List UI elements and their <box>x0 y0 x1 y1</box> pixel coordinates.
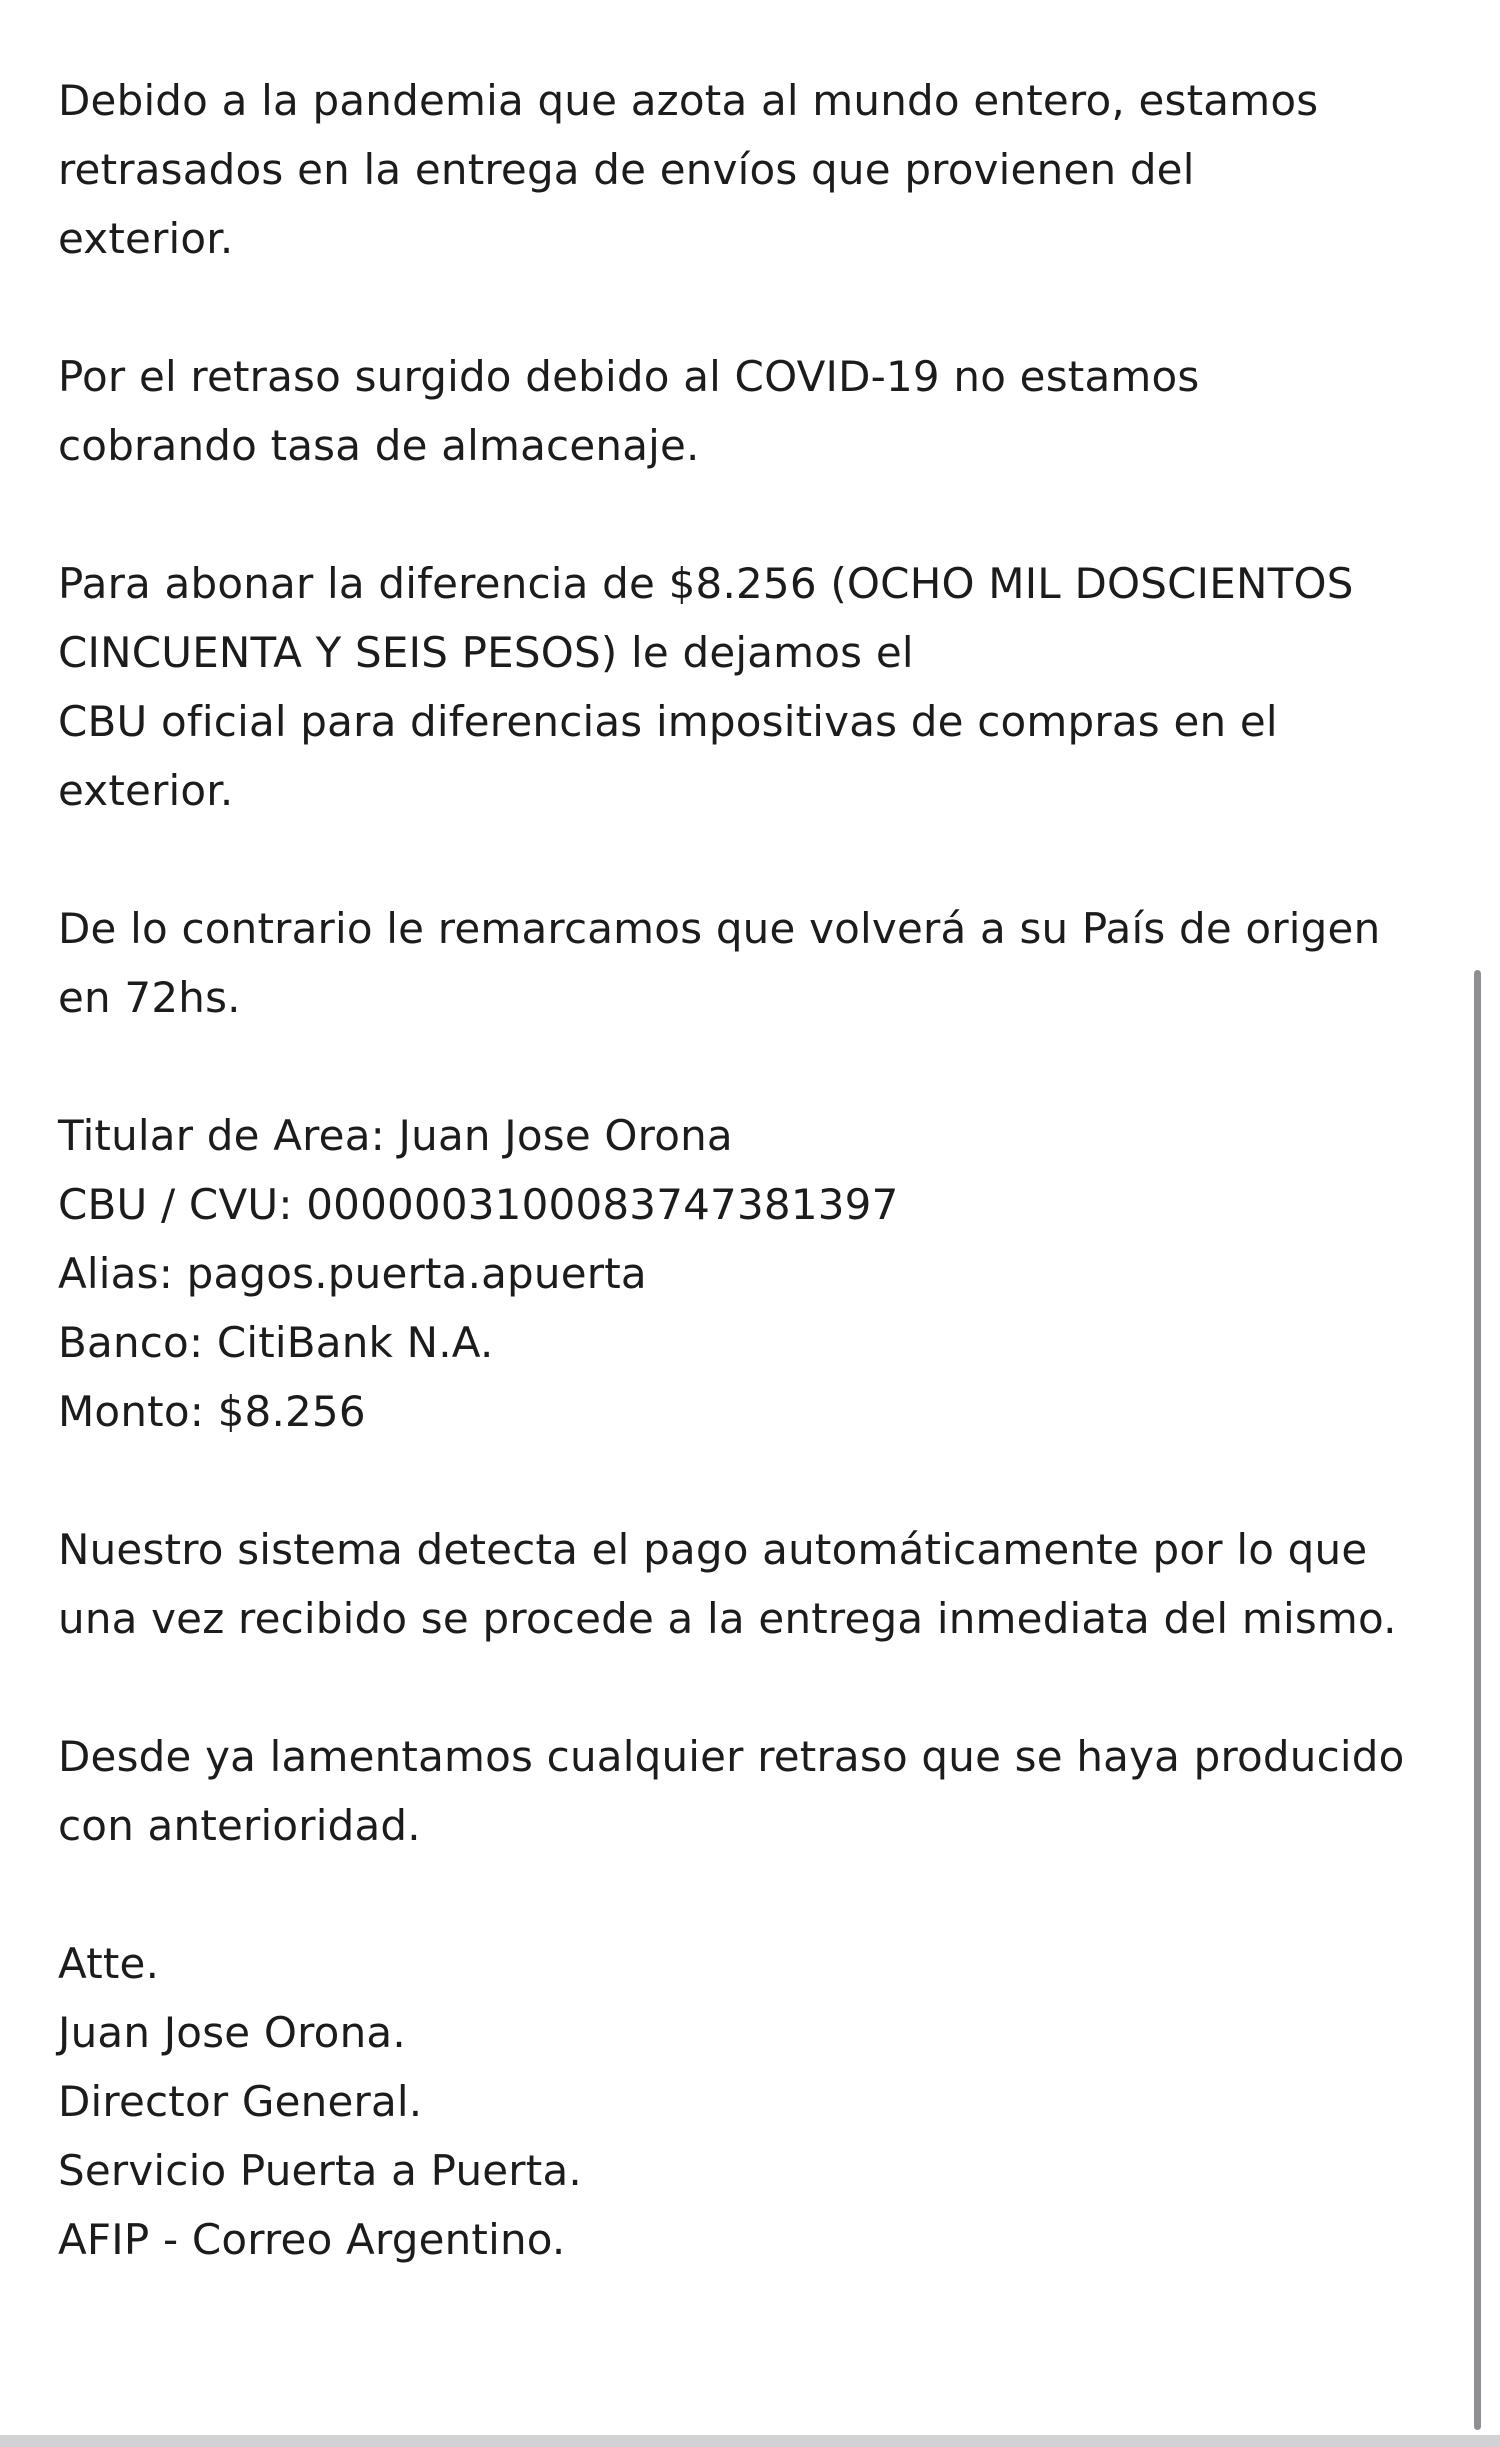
message-line: Para abonar la diferencia de $8.256 (OCHO MIL DOSCIENTOS <box>58 559 1354 608</box>
cbu-line: CBU / CVU: 0000003100083747381397 <box>58 1180 899 1229</box>
bank-line: Banco: CitiBank N.A. <box>58 1318 494 1367</box>
signature-line: Juan Jose Orona. <box>58 2008 406 2057</box>
message-line: CBU oficial para diferencias impositivas de compras en el <box>58 697 1278 746</box>
signature-line: Atte. <box>58 1939 160 1988</box>
vertical-scrollbar[interactable] <box>1468 0 1490 2447</box>
titular-line: Titular de Area: Juan Jose Orona <box>58 1111 733 1160</box>
message-line: Desde ya lamentamos cualquier retraso que se haya producido <box>58 1732 1405 1781</box>
bottom-edge <box>0 2435 1500 2447</box>
message-line: exterior. <box>58 214 234 263</box>
message-line: Por el retraso surgido debido al COVID-19 no estamos <box>58 352 1200 401</box>
message-line: en 72hs. <box>58 973 241 1022</box>
message-line: Nuestro sistema detecta el pago automáticamente por lo que <box>58 1525 1368 1574</box>
message-body <box>58 66 1438 2274</box>
scrollbar-thumb[interactable] <box>1474 970 1481 2430</box>
message-line: una vez recibido se procede a la entrega inmediata del mismo. <box>58 1594 1397 1643</box>
message-line: De lo contrario le remarcamos que volverá a su País de origen <box>58 904 1381 953</box>
message-line: retrasados en la entrega de envíos que provienen del <box>58 145 1195 194</box>
amount-line: Monto: $8.256 <box>58 1387 366 1436</box>
message-line: exterior. <box>58 766 234 815</box>
message-line: CINCUENTA Y SEIS PESOS) le dejamos el <box>58 628 914 677</box>
message-line: cobrando tasa de almacenaje. <box>58 421 700 470</box>
alias-line: Alias: pagos.puerta.apuerta <box>58 1249 647 1298</box>
signature-line: Servicio Puerta a Puerta. <box>58 2146 582 2195</box>
signature-line: Director General. <box>58 2077 423 2126</box>
message-line: Debido a la pandemia que azota al mundo entero, estamos <box>58 76 1319 125</box>
message-line: con anterioridad. <box>58 1801 421 1850</box>
signature-line: AFIP - Correo Argentino. <box>58 2215 566 2264</box>
